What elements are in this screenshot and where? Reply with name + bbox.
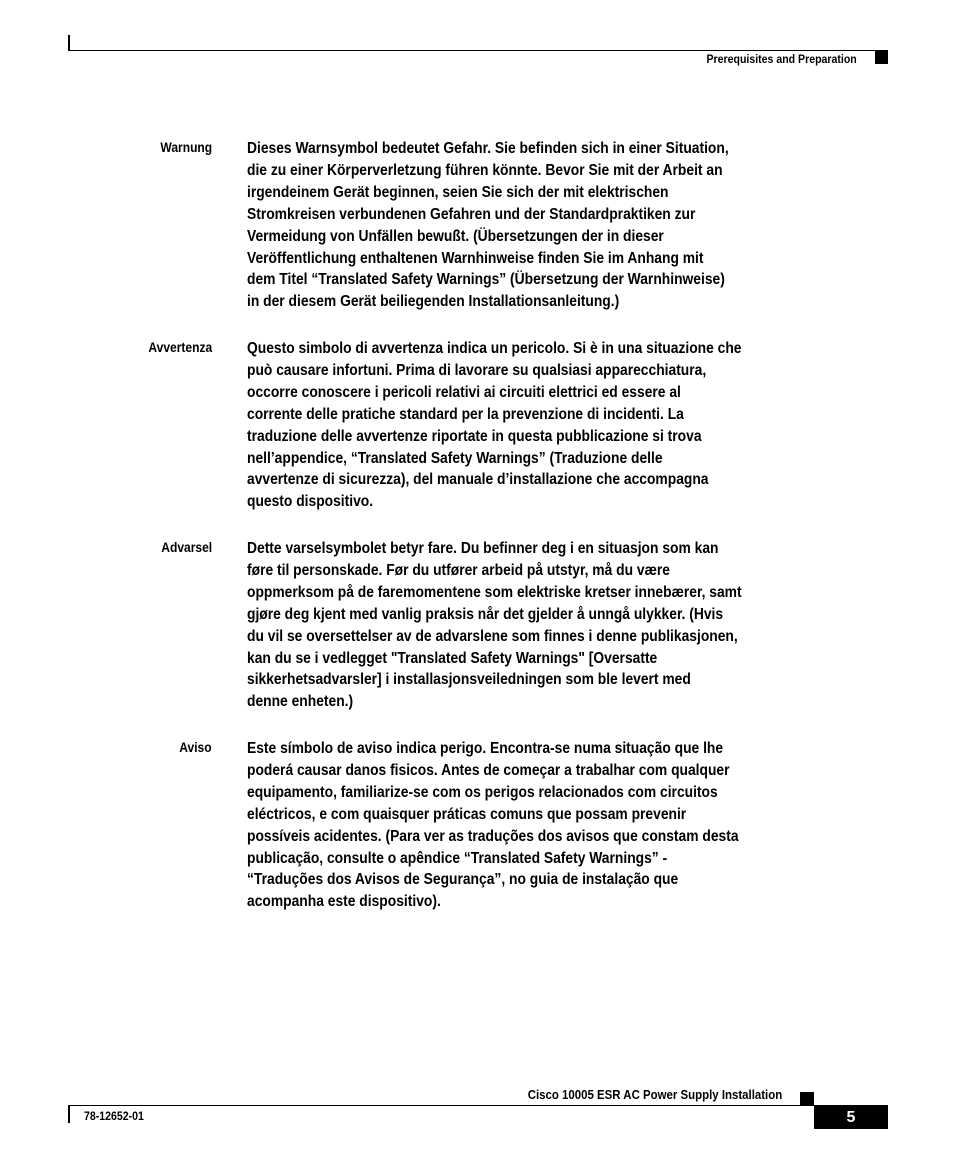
- warning-text-line: corrente delle pratiche standard per la prevenzione di incidenti. La: [247, 405, 684, 423]
- warning-text-line: Veröffentlichung enthaltenen Warnhinweise finden Sie im Anhang mit: [247, 249, 704, 267]
- warning-text: [247, 138, 847, 313]
- warning-text-line: traduzione delle avvertenze riportate in questa pubblicazione si trova: [247, 427, 702, 445]
- warning-text-line: kan du se i vedlegget "Translated Safety Warnings" [Oversatte: [247, 649, 658, 667]
- warning-label: Advarsel: [161, 539, 212, 555]
- warning-text-line: gjøre deg kjent med vanlig praksis når det gjelder å unngå ulykker. (Hvis: [247, 605, 724, 623]
- warning-text-line: publicação, consulte o apêndice “Translated Safety Warnings” -: [247, 849, 668, 867]
- warning-text-line: occorre conoscere i pericoli relativi ai circuiti elettrici ed essere al: [247, 383, 681, 401]
- warning-text-line: Stromkreisen verbundenen Gefahren und der Standardpraktiken zur: [247, 205, 696, 223]
- warning-text-line: Questo simbolo di avvertenza indica un pericolo. Si è in una situazione che: [247, 340, 742, 357]
- warning-text-line: du vil se oversettelser av de advarslene som finnes i denne publikasjonen,: [247, 627, 738, 645]
- warning-text: [247, 738, 847, 913]
- warning-text-line: Vermeidung von Unfällen bewußt. (Übersetzungen der in dieser: [247, 227, 664, 245]
- footer-rule-vertical: [68, 1105, 70, 1123]
- warning-text-line: equipamento, familiarize-se com os perigos relacionados com circuitos: [247, 783, 718, 801]
- warning-text-line: denne enheten.): [247, 693, 354, 711]
- warning-text-line: “Traduções dos Avisos de Segurança”, no guia de instalação que: [247, 871, 679, 889]
- warning-label: Aviso: [179, 739, 212, 755]
- warning-text-line: avvertenze di sicurezza), del manuale d’installazione che accompagna: [247, 471, 709, 489]
- warning-text-line: dem Titel “Translated Safety Warnings” (Übersetzung der Warnhinweise): [247, 271, 725, 289]
- page-number: 5: [814, 1106, 888, 1129]
- footer-marker: [800, 1092, 814, 1106]
- warning-label: Avvertenza: [148, 339, 212, 355]
- header-rule-vertical: [68, 35, 70, 51]
- warning-text-line: oppmerksom på de faremomentene som elektriske kretser innebærer, samt: [247, 583, 742, 601]
- footer-rule: [68, 1105, 888, 1106]
- warning-text-line: irgendeinem Gerät beginnen, seien Sie sich der mit elektrischen: [247, 183, 669, 201]
- document-number: 78-12652-01: [84, 1109, 144, 1123]
- warning-text-line: possíveis acidentes. (Para ver as traduções dos avisos que constam desta: [247, 827, 739, 845]
- warning-text-line: Dieses Warnsymbol bedeutet Gefahr. Sie befinden sich in einer Situation,: [247, 140, 729, 157]
- warning-text-line: acompanha este dispositivo).: [247, 893, 441, 911]
- document-title: Cisco 10005 ESR AC Power Supply Installation: [527, 1087, 782, 1102]
- warning-text: [247, 538, 847, 713]
- warning-text-line: Este símbolo de aviso indica perigo. Encontra-se numa situação que lhe: [247, 740, 724, 757]
- warning-text-line: questo dispositivo.: [247, 493, 374, 511]
- warning-text-line: eléctricos, e com quaisquer práticas comuns que possam prevenir: [247, 805, 687, 823]
- warning-label: Warnung: [160, 139, 212, 155]
- warning-text-line: nell’appendice, “Translated Safety Warnings” (Traduzione delle: [247, 449, 663, 467]
- warning-text-line: può causare infortuni. Prima di lavorare su qualsiasi apparecchiatura,: [247, 361, 707, 379]
- header-marker: [875, 51, 888, 64]
- warning-text-line: poderá causar danos fisicos. Antes de começar a trabalhar com qualquer: [247, 761, 730, 779]
- warning-text: [247, 338, 847, 513]
- header-rule: [68, 50, 888, 51]
- warning-text-line: die zu einer Körperverletzung führen könnte. Bevor Sie mit der Arbeit an: [247, 161, 723, 179]
- warning-text-line: sikkerhetsadvarsler] i installasjonsveiledningen som ble levert med: [247, 671, 691, 689]
- warning-text-line: in der diesem Gerät beiliegenden Installationsanleitung.): [247, 293, 620, 311]
- warning-text-line: føre til personskade. Før du utfører arbeid på utstyr, må du være: [247, 561, 670, 579]
- section-title: Prerequisites and Preparation: [706, 52, 857, 66]
- warning-text-line: Dette varselsymbolet betyr fare. Du befinner deg i en situasjon som kan: [247, 540, 719, 557]
